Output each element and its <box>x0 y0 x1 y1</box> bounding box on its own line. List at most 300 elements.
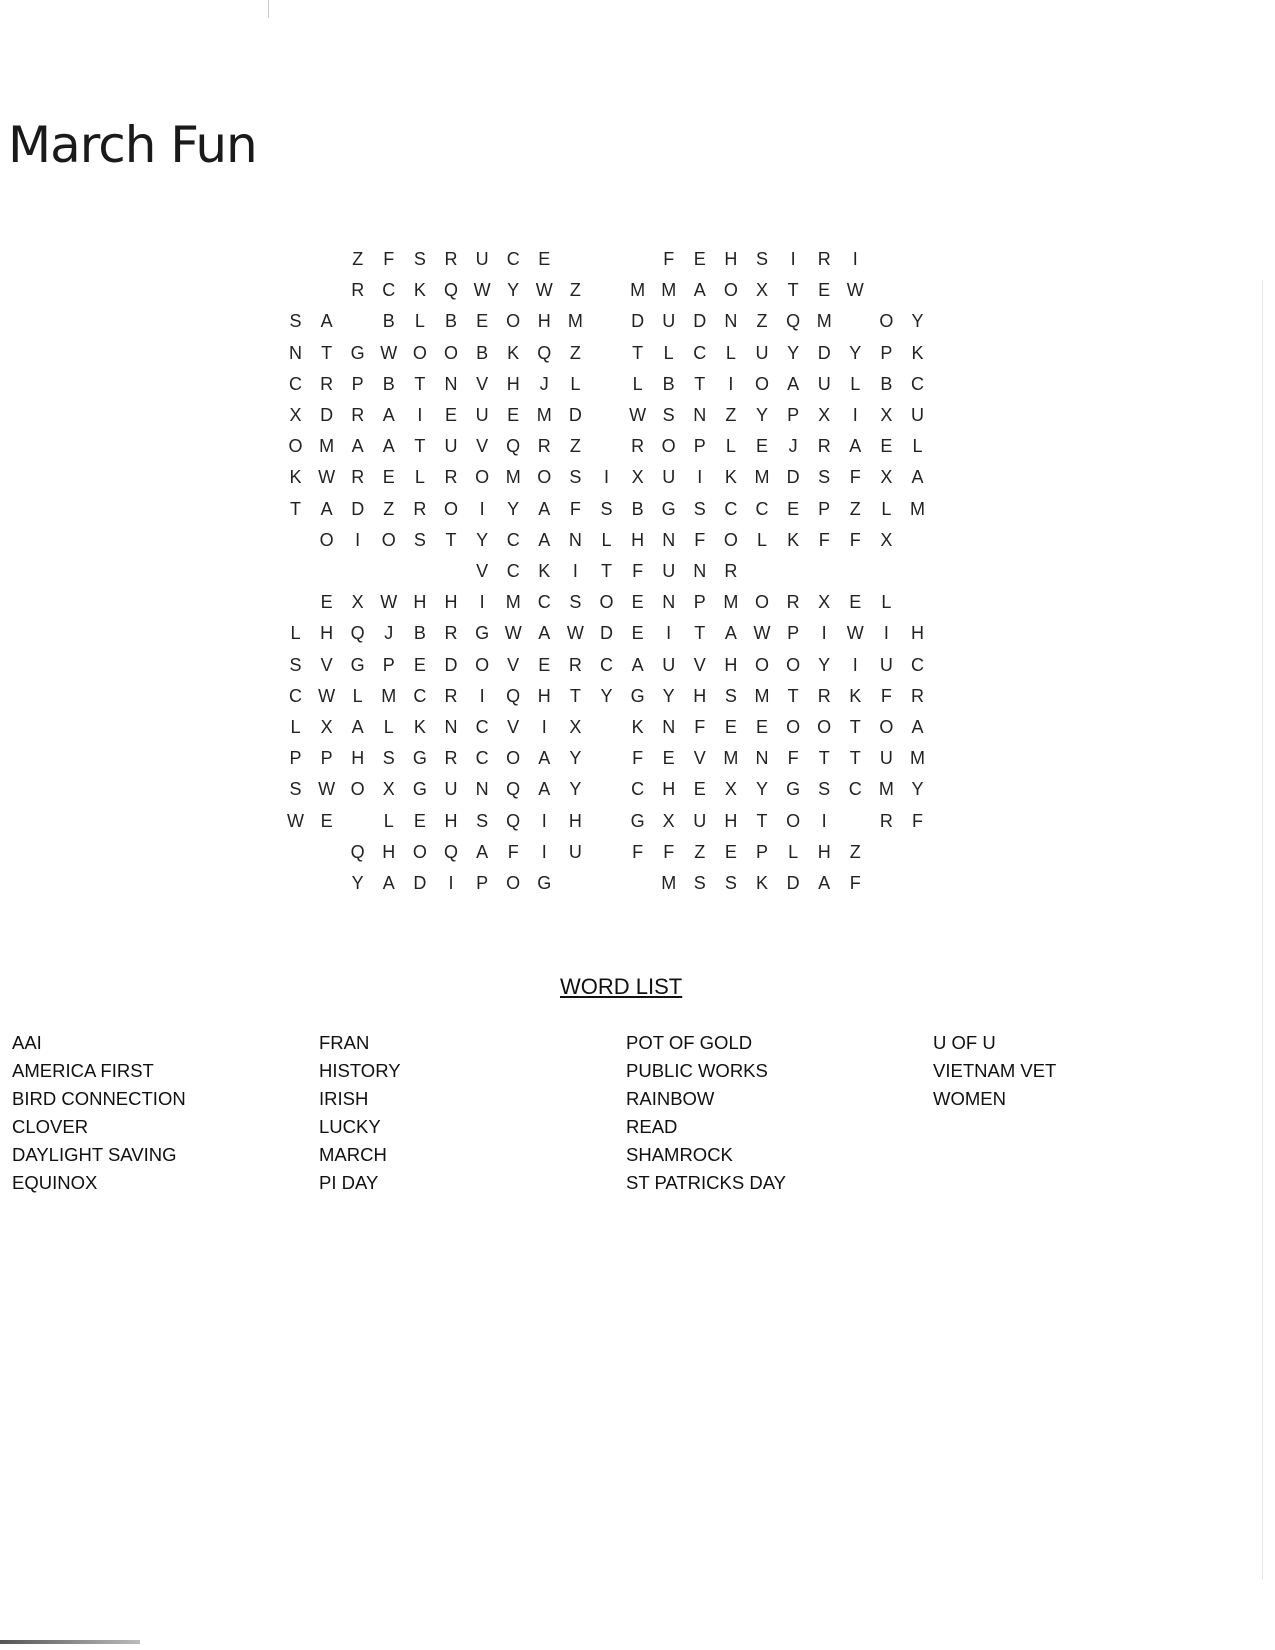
grid-letter: Q <box>443 841 458 862</box>
grid-letter: O <box>319 529 334 550</box>
grid-letter: R <box>537 436 551 457</box>
grid-letter: I <box>852 654 858 675</box>
grid-letter: L <box>725 436 736 457</box>
grid-letter: I <box>697 467 703 488</box>
grid-letter: A <box>538 623 551 644</box>
grid-letter: W <box>566 623 584 644</box>
grid-letter: H <box>382 841 396 862</box>
grid-letter: O <box>412 342 427 363</box>
grid-letter: E <box>755 717 768 737</box>
word-list-item: RAINBOW <box>626 1088 715 1109</box>
grid-letter: R <box>879 810 893 831</box>
grid-letter: O <box>537 467 552 488</box>
word-column-2 <box>319 1029 401 1197</box>
word-list-item: HISTORY <box>319 1060 401 1081</box>
grid-letter: D <box>568 405 582 425</box>
grid-letter: O <box>599 592 614 613</box>
grid-letter: U <box>817 373 831 394</box>
grid-letter: R <box>413 498 427 519</box>
grid-letter: M <box>816 311 832 332</box>
grid-letter: X <box>662 810 675 831</box>
grid-letter: Z <box>756 311 768 332</box>
grid-letter: I <box>541 841 547 862</box>
grid-letter: G <box>630 810 645 831</box>
grid-letter: K <box>724 467 737 488</box>
grid-letter: F <box>694 529 706 550</box>
grid-letter: S <box>693 498 706 519</box>
grid-letter: S <box>724 873 737 893</box>
grid-letter: S <box>569 592 582 613</box>
grid-letter: S <box>662 405 675 425</box>
grid-letter: Y <box>755 405 768 425</box>
grid-letter: M <box>505 467 521 488</box>
grid-letter: F <box>632 561 644 581</box>
grid-letter: B <box>880 373 893 394</box>
grid-letter: I <box>479 498 485 519</box>
grid-letter: Z <box>569 280 581 301</box>
grid-letter: T <box>632 342 644 363</box>
grid-letter: I <box>572 561 578 581</box>
grid-letter: G <box>475 623 490 644</box>
grid-letter: M <box>910 748 925 769</box>
grid-letter: C <box>693 342 707 363</box>
grid-letter: N <box>662 592 676 613</box>
grid-letter: M <box>661 280 677 301</box>
grid-letter: P <box>818 498 831 519</box>
grid-letter: S <box>413 529 426 550</box>
grid-letter: C <box>724 498 738 519</box>
grid-letter: C <box>600 654 613 675</box>
grid-letter: W <box>504 623 522 644</box>
grid-letter: L <box>663 342 674 363</box>
grid-letter: U <box>662 467 676 488</box>
grid-letter: R <box>817 436 831 457</box>
grid-letter: H <box>320 623 334 644</box>
word-column-4 <box>933 1029 1056 1113</box>
grid-letter: S <box>476 810 489 831</box>
grid-letter: Y <box>787 342 800 363</box>
grid-letter: L <box>881 498 892 519</box>
grid-letter: S <box>289 779 302 800</box>
grid-letter: L <box>290 623 301 644</box>
grid-letter: R <box>320 373 334 394</box>
word-list-heading: WORD LIST <box>560 974 683 999</box>
grid-letter: Y <box>507 498 520 519</box>
grid-letter: V <box>320 654 333 675</box>
grid-letter: N <box>289 342 302 363</box>
grid-letter: T <box>849 748 861 769</box>
grid-letter: D <box>413 873 427 893</box>
grid-letter: F <box>507 841 519 862</box>
grid-letter: Y <box>476 529 489 550</box>
grid-letter: D <box>693 311 707 332</box>
grid-letter: Z <box>352 249 364 269</box>
grid-letter: X <box>569 717 582 737</box>
grid-letter: I <box>852 405 858 425</box>
grid-letter: T <box>756 810 768 831</box>
grid-letter: L <box>881 592 892 613</box>
grid-letter: W <box>318 685 336 706</box>
grid-letter: A <box>724 623 737 644</box>
grid-letter: K <box>911 342 924 363</box>
grid-letter: G <box>350 342 365 363</box>
grid-letter: C <box>475 748 489 769</box>
grid-letter: K <box>413 280 426 301</box>
grid-letter: N <box>444 373 458 394</box>
word-list-item: DAYLIGHT SAVING <box>12 1144 177 1165</box>
grid-letter: B <box>631 498 644 519</box>
grid-letter: U <box>911 405 924 425</box>
grid-letter: R <box>351 467 365 488</box>
grid-letter: R <box>568 654 582 675</box>
grid-letter: C <box>382 280 396 301</box>
grid-letter: F <box>383 249 395 269</box>
grid-letter: P <box>476 873 489 893</box>
grid-letter: N <box>662 717 676 737</box>
grid-letter: M <box>567 311 583 332</box>
grid-letter: E <box>413 654 426 675</box>
grid-letter: C <box>848 779 862 800</box>
grid-letter: Y <box>818 654 831 675</box>
grid-letter: E <box>320 810 333 831</box>
word-column-1 <box>12 1029 186 1197</box>
grid-letter: C <box>413 685 427 706</box>
grid-letter: T <box>787 280 799 301</box>
grid-letter: F <box>912 810 923 831</box>
grid-letter: X <box>755 280 768 301</box>
word-list-item: POT OF GOLD <box>626 1032 753 1053</box>
grid-letter: L <box>383 717 394 737</box>
grid-letter: Q <box>537 342 552 363</box>
grid-letter: C <box>755 498 769 519</box>
grid-letter: G <box>412 779 427 800</box>
grid-letter: Z <box>383 498 395 519</box>
grid-letter: F <box>787 748 799 769</box>
grid-letter: P <box>755 841 768 862</box>
grid-letter: Q <box>506 779 521 800</box>
grid-letter: E <box>507 405 520 425</box>
grid-letter: P <box>693 592 706 613</box>
grid-letter: X <box>818 405 831 425</box>
grid-letter: M <box>661 873 677 893</box>
grid-letter: U <box>475 405 489 425</box>
grid-letter: Q <box>350 623 365 644</box>
grid-letter: O <box>443 342 458 363</box>
grid-letter: H <box>413 592 427 613</box>
grid-letter: B <box>662 373 675 394</box>
grid-letter: U <box>879 748 893 769</box>
grid-letter: R <box>444 685 458 706</box>
grid-letter: R <box>786 592 800 613</box>
grid-letter: P <box>382 654 395 675</box>
grid-letter: A <box>538 748 551 769</box>
word-list-item: WOMEN <box>933 1088 1006 1109</box>
grid-letter: L <box>850 373 861 394</box>
grid-letter: Y <box>600 685 613 706</box>
grid-letter: T <box>849 717 861 737</box>
grid-letter: A <box>382 436 395 457</box>
grid-letter: O <box>754 592 769 613</box>
grid-letter: E <box>693 249 706 269</box>
grid-letter: R <box>444 249 458 269</box>
word-list-item: MARCH <box>319 1144 387 1165</box>
grid-letter: O <box>786 654 801 675</box>
grid-letter: K <box>507 342 520 363</box>
grid-letter: D <box>817 342 831 363</box>
grid-letter: L <box>290 717 301 737</box>
grid-letter: X <box>880 529 893 550</box>
grid-letter: E <box>787 498 800 519</box>
grid-letter: V <box>693 748 706 769</box>
grid-letter: A <box>911 717 924 737</box>
grid-letter: M <box>754 685 770 706</box>
grid-letter: T <box>601 561 612 581</box>
grid-letter: V <box>507 654 520 675</box>
scan-smudge <box>0 1640 140 1644</box>
grid-letter: H <box>537 311 551 332</box>
grid-letter: R <box>817 249 831 269</box>
grid-letter: F <box>569 498 581 519</box>
grid-letter: E <box>880 436 893 457</box>
grid-letter: Y <box>507 280 520 301</box>
grid-letter: R <box>817 685 831 706</box>
grid-letter: G <box>350 654 365 675</box>
grid-letter: F <box>663 249 675 269</box>
grid-letter: T <box>694 623 706 644</box>
grid-letter: E <box>849 592 862 613</box>
grid-letter: C <box>631 779 645 800</box>
grid-letter: O <box>723 280 738 301</box>
grid-letter: S <box>755 249 768 269</box>
word-list-item: LUCKY <box>319 1116 381 1137</box>
grid-letter: X <box>351 592 364 613</box>
grid-letter: X <box>818 592 831 613</box>
grid-letter: K <box>289 467 302 488</box>
grid-letter: F <box>818 529 830 550</box>
grid-letter: Y <box>849 342 862 363</box>
grid-letter: O <box>879 717 894 737</box>
scan-mark <box>268 0 269 18</box>
grid-letter: E <box>818 280 831 301</box>
grid-letter: U <box>662 654 676 675</box>
grid-letter: I <box>479 592 485 613</box>
grid-letter: T <box>818 748 830 769</box>
grid-letter: C <box>506 529 520 550</box>
grid-letter: E <box>724 841 737 862</box>
grid-letter: X <box>289 405 302 425</box>
word-list-item: READ <box>626 1116 678 1137</box>
grid-letter: O <box>443 498 458 519</box>
grid-letter: P <box>320 748 333 769</box>
grid-letter: N <box>568 529 582 550</box>
grid-letter: P <box>880 342 893 363</box>
grid-letter: F <box>632 841 644 862</box>
grid-letter: E <box>693 779 706 800</box>
grid-letter: L <box>352 685 363 706</box>
scan-edge <box>1262 280 1263 1580</box>
grid-letter: E <box>320 592 333 613</box>
word-list-item: U OF U <box>933 1032 996 1053</box>
grid-letter: R <box>444 623 458 644</box>
grid-letter: Q <box>786 311 801 332</box>
grid-letter: U <box>662 311 676 332</box>
grid-letter: C <box>289 373 302 394</box>
grid-letter: L <box>912 436 923 457</box>
grid-letter: Y <box>662 685 675 706</box>
grid-letter: R <box>724 561 738 581</box>
grid-letter: B <box>444 311 457 332</box>
grid-letter: C <box>506 561 520 581</box>
grid-letter: Q <box>506 685 521 706</box>
grid-letter: O <box>350 779 365 800</box>
grid-letter: D <box>786 873 800 893</box>
grid-letter: J <box>539 373 549 394</box>
grid-letter: D <box>631 311 645 332</box>
grid-letter: I <box>417 405 423 425</box>
grid-letter: Z <box>849 841 861 862</box>
grid-letter: M <box>754 467 770 488</box>
grid-letter: X <box>880 467 893 488</box>
grid-letter: E <box>538 654 551 675</box>
grid-letter: O <box>754 654 769 675</box>
grid-letter: D <box>786 467 800 488</box>
grid-letter: E <box>476 311 489 332</box>
grid-letter: O <box>723 529 738 550</box>
word-list-item: SHAMROCK <box>626 1144 733 1165</box>
grid-letter: P <box>351 373 364 394</box>
grid-letter: R <box>911 685 924 706</box>
grid-letter: M <box>910 498 925 519</box>
grid-letter: L <box>383 810 394 831</box>
grid-letter: I <box>852 249 858 269</box>
grid-letter: Q <box>506 436 521 457</box>
grid-letter: W <box>473 280 491 301</box>
grid-letter: I <box>790 249 796 269</box>
grid-letter: E <box>413 810 426 831</box>
page-title: March Fun <box>8 116 257 174</box>
grid-letter: L <box>414 467 425 488</box>
grid-letter: J <box>384 623 394 644</box>
word-list-item: AAI <box>12 1032 42 1053</box>
grid-letter: K <box>413 717 426 737</box>
grid-letter: N <box>475 779 489 800</box>
grid-letter: W <box>846 280 864 301</box>
grid-letter: Y <box>351 873 364 893</box>
grid-letter: I <box>541 717 547 737</box>
grid-letter: E <box>755 436 768 457</box>
grid-letter: H <box>568 810 582 831</box>
grid-letter: B <box>476 342 489 363</box>
grid-letter: X <box>382 779 395 800</box>
grid-letter: K <box>755 873 768 893</box>
grid-letter: L <box>570 373 581 394</box>
grid-letter: M <box>319 436 335 457</box>
grid-letter: I <box>355 529 361 550</box>
grid-letter: K <box>849 685 862 706</box>
grid-letter: Y <box>755 779 768 800</box>
word-list-item: IRISH <box>319 1088 369 1109</box>
grid-letter: O <box>288 436 303 457</box>
grid-letter: S <box>600 498 613 519</box>
grid-letter: F <box>663 841 675 862</box>
grid-letter: S <box>818 467 831 488</box>
grid-letter: A <box>911 467 924 488</box>
grid-letter: O <box>506 311 521 332</box>
grid-letter: Y <box>911 311 924 332</box>
grid-letter: W <box>629 405 647 425</box>
grid-letter: T <box>787 685 799 706</box>
grid-letter: H <box>537 685 551 706</box>
grid-letter: D <box>320 405 334 425</box>
grid-letter: A <box>320 498 333 519</box>
grid-letter: I <box>603 467 609 488</box>
grid-letter: C <box>475 717 489 737</box>
grid-letter: C <box>537 592 551 613</box>
grid-letter: H <box>662 779 676 800</box>
grid-letter: D <box>444 654 458 675</box>
grid-letter: H <box>351 748 365 769</box>
grid-letter: K <box>787 529 800 550</box>
word-list-item: FRAN <box>319 1032 370 1053</box>
grid-letter: X <box>631 467 644 488</box>
grid-letter: E <box>631 592 644 613</box>
word-list-item: BIRD CONNECTION <box>12 1088 186 1109</box>
grid-letter: W <box>380 342 398 363</box>
grid-letter: F <box>694 717 706 737</box>
grid-letter: W <box>380 592 398 613</box>
grid-letter: I <box>821 623 827 644</box>
grid-letter: U <box>693 810 707 831</box>
grid-letter: F <box>849 873 861 893</box>
grid-letter: G <box>786 779 801 800</box>
grid-letter: A <box>693 280 706 301</box>
grid-letter: A <box>538 529 551 550</box>
grid-letter: P <box>787 623 800 644</box>
grid-letter: N <box>724 311 738 332</box>
grid-letter: A <box>382 405 395 425</box>
grid-letter: O <box>817 717 832 737</box>
grid-letter: S <box>569 467 582 488</box>
grid-letter: V <box>476 561 489 581</box>
grid-letter: G <box>661 498 676 519</box>
grid-letter: H <box>724 810 738 831</box>
word-list-item: AMERICA FIRST <box>12 1060 154 1081</box>
grid-letter: T <box>321 342 333 363</box>
grid-letter: A <box>538 498 551 519</box>
grid-letter: H <box>444 810 458 831</box>
grid-letter: Y <box>569 779 582 800</box>
grid-letter: S <box>693 873 706 893</box>
grid-letter: U <box>444 436 458 457</box>
grid-letter: U <box>879 654 893 675</box>
grid-letter: V <box>476 373 489 394</box>
grid-letter: A <box>787 373 800 394</box>
grid-letter: T <box>694 373 706 394</box>
grid-letter: O <box>475 654 490 675</box>
grid-letter: A <box>818 873 831 893</box>
grid-letter: W <box>535 280 553 301</box>
grid-letter: O <box>879 311 894 332</box>
grid-letter: B <box>413 623 426 644</box>
grid-letter: Y <box>569 748 582 769</box>
grid-letter: Q <box>506 810 521 831</box>
grid-letter: L <box>632 373 643 394</box>
grid-letter: F <box>849 467 861 488</box>
grid-letter: N <box>662 529 676 550</box>
grid-letter: O <box>475 467 490 488</box>
grid-letter: H <box>693 685 707 706</box>
grid-letter: V <box>693 654 706 675</box>
